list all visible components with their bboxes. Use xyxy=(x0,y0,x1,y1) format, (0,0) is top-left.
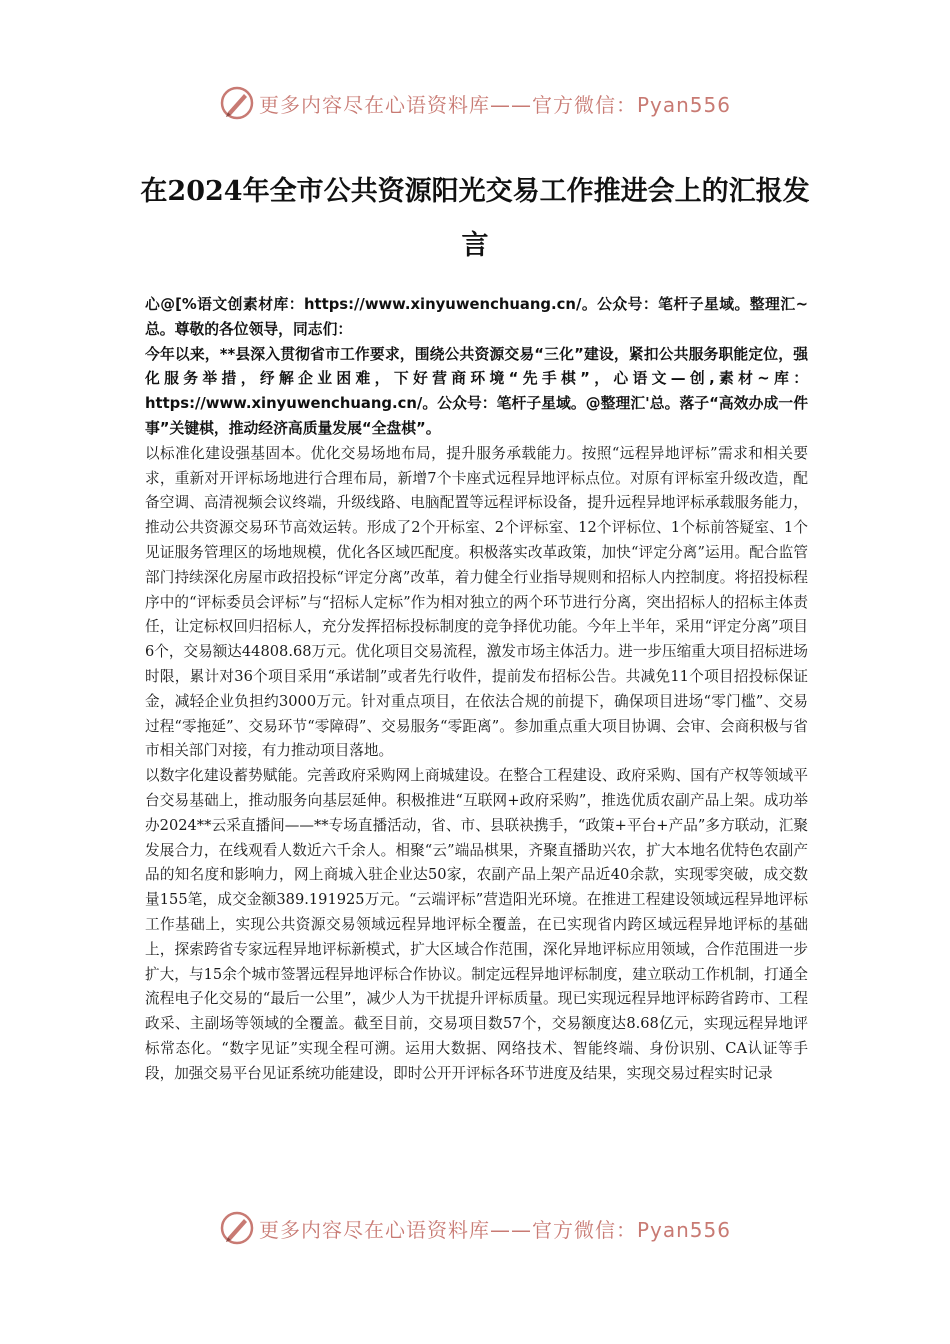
pen-circle-logo-icon xyxy=(219,85,255,121)
intro-paragraph: 心@[%语文创素材库：https://www.xinyuwenchuang.cn/。公众号：笔杆子星域。整理汇~总。尊敬的各位领导，同志们： xyxy=(145,296,808,338)
header-watermark-banner xyxy=(0,83,950,123)
document-body xyxy=(145,293,808,1087)
banner-text: 更多内容尽在心语资料库——官方微信：Pyan556 xyxy=(258,1217,731,1242)
intro-section xyxy=(145,293,808,442)
page-title: 在2024年全市公共资源阳光交易工作推进会上的汇报发言 xyxy=(140,176,810,262)
footer-watermark-banner xyxy=(0,1208,950,1248)
body-paragraph: 以数字化建设蓄势赋能。完善政府采购网上商城建设。在整合工程建设、政府采购、国有产权等领域平台交易基础上，推动服务向基层延伸。积极推进“互联网+政府采购”，推选优质农副产品上架。成功举办2024**云采直播间——**专场直播活动，省、市、县联袂携手，“政策+平台+产品”多方联动，汇聚发展合力，在线观看人数近六千余人。相聚“云”端品棋果，齐聚直播助兴农，扩大本地名优特色农副产品的知名度和影响力，网上商城入驻企业达50家，农副产品上架产品近40余款，实现零突破，成交数量155笔，成交金额389.191925万元。“云端评标”营造阳光环境。在推进工程建设领域远程异地评标工作基础上，实现公共资源交易领域远程异地评标全覆盖，在已实现省内跨区域远程异地评标的基础上，探索跨省专家远程异地评标新模式，扩大区域合作范围，深化异地评标应用领域，合作范围进一步扩大，与15余个城市签署远程异地评标合作协议。制定远程异地评标制度，建立联动工作机制，打通全流程电子化交易的“最后一公里”，减少人为干扰提升评标质量。现已实现远程异地评标跨省跨市、工程政采、主副场等领域的全覆盖。截至目前，交易项目数57个，交易额度达8.68亿元，实现远程异地评标常态化。“数字见证”实现全程可溯。运用大数据、网络技术、智能终端、身份识别、CA认证等手段，加强交易平台见证系统功能建设，即时公开开评标各环节进度及结果，实现交易过程实时记录 xyxy=(145,767,808,1082)
banner-text: 更多内容尽在心语资料库——官方微信：Pyan556 xyxy=(258,92,731,117)
body-paragraph: 以标准化建设强基固本。优化交易场地布局，提升服务承载能力。按照“远程异地评标”需求和相关要求，重新对开评标场地进行合理布局，新增7个卡座式远程异地评标点位。对原有评标室升级改造，配备空调、高清视频会议终端，升级线路、电脑配置等远程评标设备，提升远程异地评标承载服务能力，推动公共资源交易环节高效运转。形成了2个开标室、2个评标室、12个评标位、1个标前答疑室、1个见证服务管理区的场地规模，优化各区域匹配度。积极落实改革政策，加快“评定分离”运用。配合监管部门持续深化房屋市政招投标“评定分离”改革，着力健全行业指导规则和招标人内控制度。将招投标程序中的“评标委员会评标”与“招标人定标”作为相对独立的两个环节进行分离，突出招标人的招标主体责任，让定标权回归招标人，充分发挥招标投标制度的竞争择优功能。今年上半年，采用“评定分离”项目6个，交易额达44808.68万元。优化项目交易流程，激发市场主体活力。进一步压缩重大项目招标进场时限，累计对36个项目采用“承诺制”或者先行收件，提前发布招标公告。共减免11个项目招投标保证金，减轻企业负担约3000万元。针对重点项目，在依法合规的前提下，确保项目进场“零门槛”、交易过程“零拖延”、交易环节“零障碍”、交易服务“零距离”。参加重点重大项目协调、会审、会商积极与省市相关部门对接，有力推动项目落地。 xyxy=(145,444,808,760)
content-section xyxy=(145,442,808,1087)
pen-circle-logo-icon xyxy=(219,1210,255,1246)
intro-paragraph: 今年以来，**县深入贯彻省市工作要求，围绕公共资源交易“三化”建设，紧扣公共服务职能定位，强化服务举措，纾解企业困难，下好营商环境“先手棋”，心语文—创,素材~库：https://www.xinyuwenchuang.cn/。公众号：笔杆子星域。@整理汇'总。落子“高效办成一件事”关键棋，推动经济高质量发展“全盘棋”。 xyxy=(145,345,808,437)
